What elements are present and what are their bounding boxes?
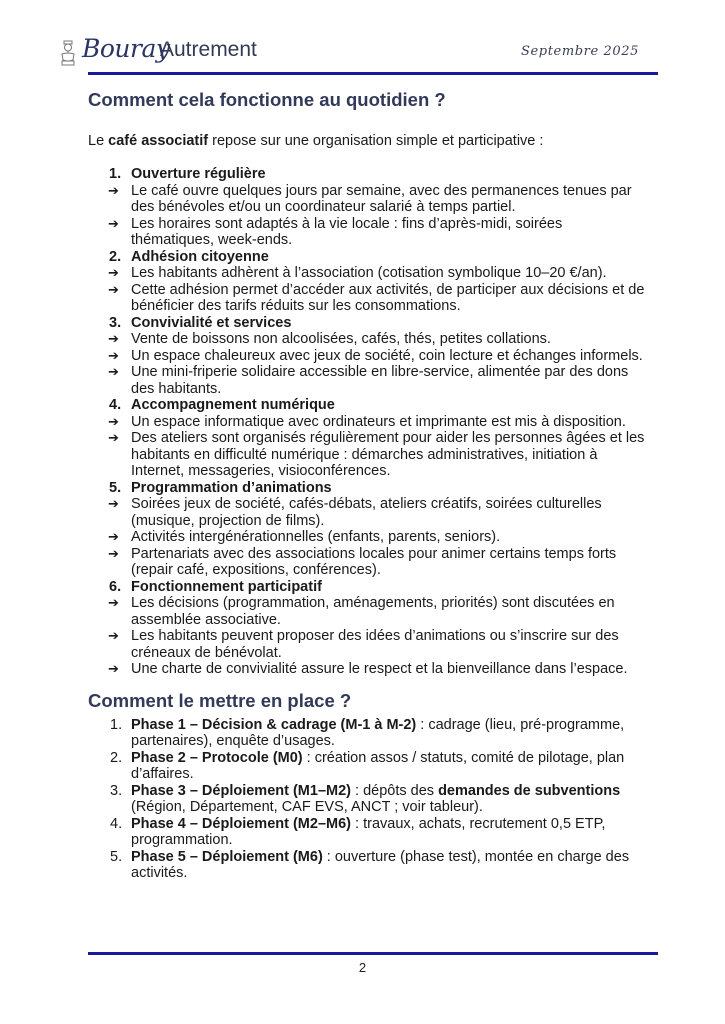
bullet-list xyxy=(88,183,648,249)
bullet-item xyxy=(88,496,648,529)
phase-number: 4. xyxy=(110,815,123,832)
bullet-text: Activités intergénérationnelles (enfants, parents, seniors). xyxy=(131,529,501,545)
phase-item xyxy=(88,717,648,750)
item-title-text: Fonctionnement participatif xyxy=(131,578,322,595)
footer-divider xyxy=(88,952,658,955)
bullet-text: Des ateliers sont organisés régulièrement pour aider les personnes âgées et les habitants en difficulté numérique : démarches administratives, initiation à Internet, messageries, visioconférences. xyxy=(131,430,645,479)
arrow-right-icon: ➔ xyxy=(108,215,119,231)
operation-item xyxy=(88,480,648,579)
phase-label: Phase 1 – Décision & cadrage (M-1 à M-2) xyxy=(131,716,417,733)
operation-item xyxy=(88,166,648,249)
arrow-right-icon: ➔ xyxy=(108,347,119,363)
arrow-right-icon: ➔ xyxy=(108,182,119,198)
page-number: 2 xyxy=(358,960,367,975)
bullet-text: Partenariats avec des associations locales pour animer certains temps forts (repair café, expositions, conférences). xyxy=(131,545,617,578)
phase-number: 2. xyxy=(110,749,123,766)
operation-item-title xyxy=(88,249,648,266)
bullet-item xyxy=(88,265,648,282)
arrow-right-icon: ➔ xyxy=(108,545,119,561)
header-date: Septembre 2025 xyxy=(520,44,639,59)
item-title-text: Ouverture régulière xyxy=(131,166,266,182)
bullet-text: Le café ouvre quelques jours par semaine, avec des permanences tenues par des bénévoles et/ou un coordinateur salarié à temps partiel. xyxy=(131,182,632,215)
item-number: 3. xyxy=(109,314,122,331)
phase-item xyxy=(88,750,648,783)
intro-bold-term: café associatif xyxy=(108,133,209,149)
bullet-item xyxy=(88,595,648,628)
arrow-right-icon: ➔ xyxy=(108,281,119,297)
phase-emphasis: demandes de subventions xyxy=(438,782,621,799)
intro-suffix: repose sur une organisation simple et participative : xyxy=(208,133,544,149)
bullet-item xyxy=(88,348,648,365)
arrow-right-icon: ➔ xyxy=(108,430,119,445)
bust-statue-icon xyxy=(59,40,77,66)
operation-item xyxy=(88,315,648,398)
phase-description-continued: (Région, Département, CAF EVS, ANCT ; voir tableur). xyxy=(131,799,483,815)
section-title-daily-operation: Comment cela fonctionne au quotidien ? xyxy=(88,89,446,110)
phase-list xyxy=(88,717,648,882)
bullet-item xyxy=(88,364,648,397)
item-number: 1. xyxy=(109,166,122,182)
bullet-text: Une charte de convivialité assure le respect et la bienveillance dans l’espace. xyxy=(131,661,628,677)
operation-item-title xyxy=(88,166,648,183)
bullet-item xyxy=(88,430,648,480)
section-title-implementation: Comment le mettre en place ? xyxy=(88,689,352,711)
item-title-text: Convivialité et services xyxy=(131,314,292,331)
item-title-text: Accompagnement numérique xyxy=(131,397,335,413)
bullet-text: Soirées jeux de société, cafés-débats, ateliers créatifs, soirées culturelles (musique, projection de films). xyxy=(131,496,602,529)
phase-label: Phase 3 – Déploiement (M1–M2) xyxy=(131,782,351,799)
phase-number: 3. xyxy=(110,782,123,799)
item-title-text: Adhésion citoyenne xyxy=(131,248,269,265)
bullet-text: Un espace informatique avec ordinateurs et imprimante est mis à disposition. xyxy=(131,413,626,430)
bullet-text: Les décisions (programmation, aménagements, priorités) sont discutées en assemblée associative. xyxy=(131,595,615,628)
operation-item-title xyxy=(88,579,648,596)
bullet-item xyxy=(88,414,648,431)
phase-number: 5. xyxy=(110,848,123,865)
arrow-right-icon: ➔ xyxy=(108,529,119,544)
bullet-text: Les habitants peuvent proposer des idées d’animations ou s’inscrire sur des créneaux de bénévolat. xyxy=(131,628,619,661)
operation-item-title xyxy=(88,480,648,497)
bullet-text: Les habitants adhèrent à l’association (cotisation symbolique 10–20 €/an). xyxy=(131,265,607,281)
operation-item-title xyxy=(88,397,648,414)
arrow-right-icon: ➔ xyxy=(108,364,119,379)
phase-description: : création assos / statuts, comité de pilotage, plan d’affaires. xyxy=(131,749,625,782)
phase-description: : dépôts des xyxy=(351,782,439,799)
operation-item xyxy=(88,249,648,315)
bullet-text: Les horaires sont adaptés à la vie locale : fins d’après-midi, soirées thématiques, week-ends. xyxy=(131,215,563,248)
operation-item xyxy=(88,397,648,480)
arrow-right-icon: ➔ xyxy=(108,413,119,429)
page-header xyxy=(0,0,725,80)
intro-paragraph xyxy=(88,132,648,150)
bullet-list xyxy=(88,331,648,397)
bullet-list xyxy=(88,595,648,678)
bullet-item xyxy=(88,282,648,315)
bullet-item xyxy=(88,661,648,678)
phase-item xyxy=(88,783,648,816)
arrow-right-icon: ➔ xyxy=(108,265,119,280)
page-content xyxy=(88,88,648,882)
header-divider xyxy=(88,72,658,75)
bullet-list xyxy=(88,496,648,579)
brand-name: Autrement xyxy=(160,38,257,61)
operation-item-title xyxy=(88,315,648,332)
arrow-right-icon: ➔ xyxy=(108,331,119,346)
item-number: 5. xyxy=(109,479,122,496)
bullet-item xyxy=(88,331,648,348)
phase-description: : travaux, achats, recrutement 0,5 ETP, programmation. xyxy=(131,815,606,848)
phase-label: Phase 5 – Déploiement (M6) xyxy=(131,848,323,865)
arrow-right-icon: ➔ xyxy=(108,661,119,676)
item-title-text: Programmation d’animations xyxy=(131,479,332,496)
bullet-text: Un espace chaleureux avec jeux de société, coin lecture et échanges informels. xyxy=(131,347,643,364)
bullet-text: Cette adhésion permet d’accéder aux activités, de participer aux décisions et de bénéficier des tarifs réduits sur les consommations. xyxy=(131,281,645,314)
operation-item xyxy=(88,579,648,678)
bullet-item xyxy=(88,628,648,661)
phase-label: Phase 4 – Déploiement (M2–M6) xyxy=(131,815,351,832)
phase-label: Phase 2 – Protocole (M0) xyxy=(131,749,303,766)
item-number: 4. xyxy=(109,397,122,413)
phase-description: : cadrage (lieu, pré-programme, partenaires), enquête d’usages. xyxy=(131,716,625,749)
intro-prefix: Le xyxy=(88,133,109,149)
bullet-item xyxy=(88,529,648,546)
phase-item xyxy=(88,816,648,849)
arrow-right-icon: ➔ xyxy=(108,496,119,511)
bullet-list xyxy=(88,414,648,480)
bullet-item xyxy=(88,546,648,579)
arrow-right-icon: ➔ xyxy=(108,628,119,643)
item-number: 6. xyxy=(109,578,122,595)
brand-script-logo: Bouray xyxy=(82,34,170,63)
arrow-right-icon: ➔ xyxy=(108,595,119,610)
bullet-item xyxy=(88,183,648,216)
bullet-item xyxy=(88,216,648,249)
phase-item xyxy=(88,849,648,882)
phase-description: : ouverture (phase test), montée en charge des activités. xyxy=(131,848,630,881)
operation-list xyxy=(88,166,648,678)
phase-number: 1. xyxy=(110,716,123,733)
bullet-text: Vente de boissons non alcoolisées, cafés, thés, petites collations. xyxy=(131,331,551,347)
bullet-text: Une mini-friperie solidaire accessible en libre-service, alimentée par des dons des habitants. xyxy=(131,364,629,397)
bullet-list xyxy=(88,265,648,315)
item-number: 2. xyxy=(109,248,122,265)
